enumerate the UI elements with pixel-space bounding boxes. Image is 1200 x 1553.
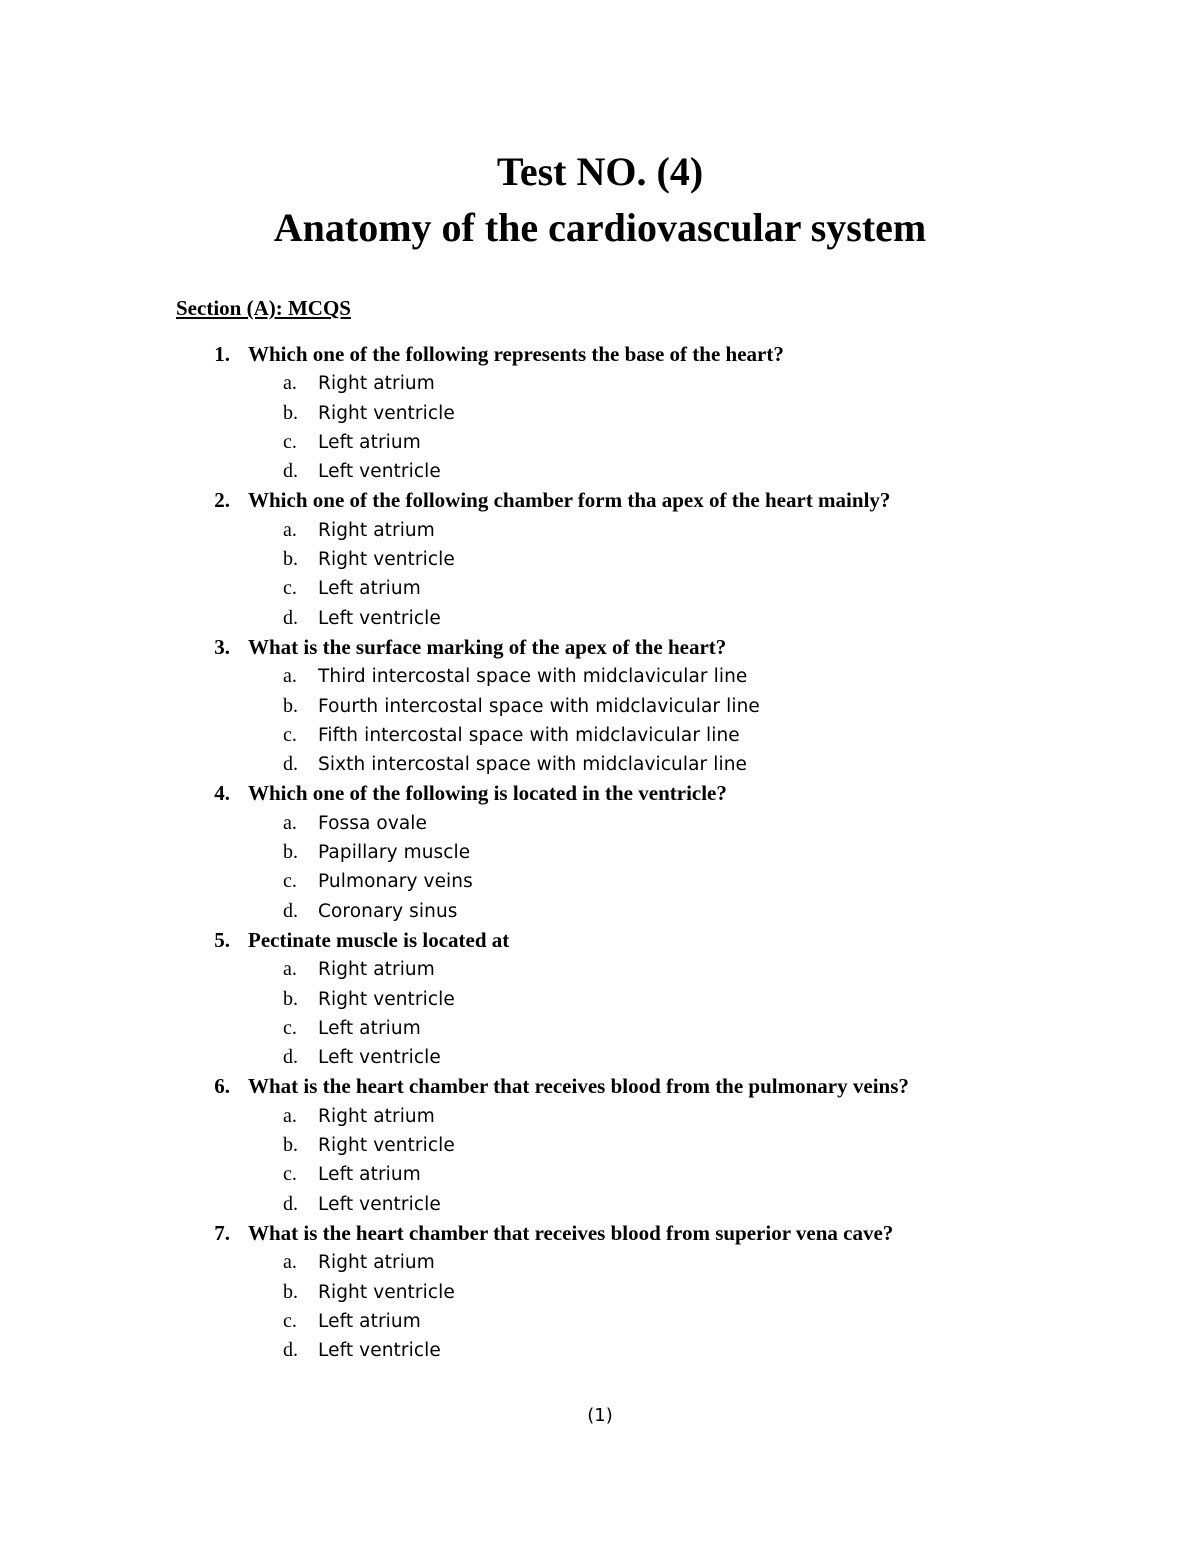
option-letter: b. (283, 694, 298, 717)
option-letter: b. (283, 1134, 298, 1157)
answer-option (0, 1043, 1200, 1072)
option-letter: d. (283, 899, 298, 922)
option-text: Left atrium (318, 1017, 421, 1039)
option-text: Fossa ovale (318, 812, 428, 834)
document-title: Test NO. (4) (496, 149, 704, 194)
option-text: Left ventricle (318, 1340, 441, 1362)
page-number: (1) (587, 1405, 613, 1426)
option-letter: c. (283, 577, 297, 600)
answer-option (0, 750, 1200, 779)
question-3 (0, 633, 1200, 662)
option-letter: c. (283, 430, 297, 453)
question-7 (0, 1219, 1200, 1248)
question-number: 5. (214, 927, 230, 952)
answer-option (0, 457, 1200, 486)
question-5 (0, 926, 1200, 955)
option-letter: c. (283, 1309, 297, 1332)
option-text: Right atrium (318, 959, 435, 981)
option-letter: b. (283, 401, 298, 424)
answer-option (0, 545, 1200, 574)
question-number: 2. (214, 488, 230, 513)
question-number: 4. (214, 781, 230, 806)
question-2 (0, 486, 1200, 515)
option-letter: a. (283, 518, 297, 541)
answer-option (0, 955, 1200, 984)
answer-option (0, 1307, 1200, 1336)
option-letter: d. (283, 460, 298, 483)
answer-option (0, 721, 1200, 750)
answer-option (0, 1014, 1200, 1043)
option-letter: d. (283, 606, 298, 629)
question-text: Pectinate muscle is located at (248, 927, 510, 952)
option-letter: c. (283, 723, 297, 746)
answer-option (0, 1131, 1200, 1160)
option-letter: a. (283, 372, 297, 395)
answer-option (0, 662, 1200, 691)
answer-option (0, 399, 1200, 428)
answer-option (0, 867, 1200, 896)
answer-option (0, 838, 1200, 867)
answer-option (0, 1336, 1200, 1365)
question-text: What is the heart chamber that receives blood from the pulmonary veins? (248, 1074, 909, 1099)
option-letter: a. (283, 1251, 297, 1274)
answer-option (0, 809, 1200, 838)
option-letter: b. (283, 548, 298, 571)
question-1 (0, 340, 1200, 369)
option-letter: d. (283, 1046, 298, 1069)
option-text: Right ventricle (318, 1135, 455, 1157)
option-text: Left ventricle (318, 607, 441, 629)
answer-option (0, 428, 1200, 457)
question-text: Which one of the following chamber form tha apex of the heart mainly? (248, 488, 891, 513)
option-letter: a. (283, 958, 297, 981)
question-list (0, 340, 1200, 1365)
question-text: What is the heart chamber that receives blood from superior vena cave? (248, 1220, 894, 1245)
option-text: Right ventricle (318, 988, 455, 1010)
option-text: Right ventricle (318, 1281, 455, 1303)
answer-option (0, 692, 1200, 721)
question-text: Which one of the following represents the base of the heart? (248, 342, 784, 366)
answer-option (0, 574, 1200, 603)
question-6 (0, 1072, 1200, 1101)
option-text: Right atrium (318, 1252, 435, 1274)
option-text: Third intercostal space with midclavicular line (318, 666, 748, 688)
section-heading: Section (A): MCQS (176, 296, 351, 320)
question-4 (0, 779, 1200, 808)
question-text: What is the surface marking of the apex of the heart? (248, 634, 727, 659)
option-text: Sixth intercostal space with midclavicular line (318, 754, 747, 776)
question-text: Which one of the following is located in the ventricle? (248, 781, 727, 806)
option-letter: b. (283, 1280, 298, 1303)
option-letter: a. (283, 1104, 297, 1127)
answer-option (0, 1190, 1200, 1219)
option-text: Left ventricle (318, 461, 441, 483)
answer-option (0, 897, 1200, 926)
answer-option (0, 604, 1200, 633)
option-text: Left atrium (318, 578, 421, 600)
option-letter: a. (283, 811, 297, 834)
question-number: 6. (214, 1074, 230, 1099)
option-letter: c. (283, 1163, 297, 1186)
question-number: 7. (214, 1220, 230, 1245)
option-text: Fourth intercostal space with midclavicular line (318, 695, 760, 717)
answer-option (0, 1248, 1200, 1277)
option-text: Left atrium (318, 1310, 421, 1332)
option-text: Left ventricle (318, 1193, 441, 1215)
option-text: Coronary sinus (318, 900, 458, 922)
question-number: 1. (214, 342, 230, 366)
option-letter: a. (283, 665, 297, 688)
answer-option (0, 516, 1200, 545)
option-letter: d. (283, 1339, 298, 1362)
option-letter: c. (283, 1016, 297, 1039)
option-text: Left atrium (318, 1164, 421, 1186)
answer-option (0, 1160, 1200, 1189)
option-letter: b. (283, 841, 298, 864)
document-subtitle: Anatomy of the cardiovascular system (273, 205, 927, 250)
option-text: Pulmonary veins (318, 871, 473, 893)
option-text: Left atrium (318, 431, 421, 453)
option-text: Right atrium (318, 519, 435, 541)
option-letter: d. (283, 1192, 298, 1215)
option-letter: b. (283, 987, 298, 1010)
option-text: Papillary muscle (318, 842, 471, 864)
answer-option (0, 985, 1200, 1014)
answer-option (0, 1102, 1200, 1131)
answer-option (0, 1278, 1200, 1307)
option-text: Fifth intercostal space with midclavicular line (318, 724, 740, 746)
option-text: Right atrium (318, 1105, 435, 1127)
option-text: Right ventricle (318, 549, 455, 571)
option-text: Right ventricle (318, 402, 455, 424)
option-text: Right atrium (318, 373, 435, 395)
option-letter: c. (283, 870, 297, 893)
option-letter: d. (283, 753, 298, 776)
option-text: Left ventricle (318, 1047, 441, 1069)
question-number: 3. (214, 634, 230, 659)
answer-option (0, 369, 1200, 398)
